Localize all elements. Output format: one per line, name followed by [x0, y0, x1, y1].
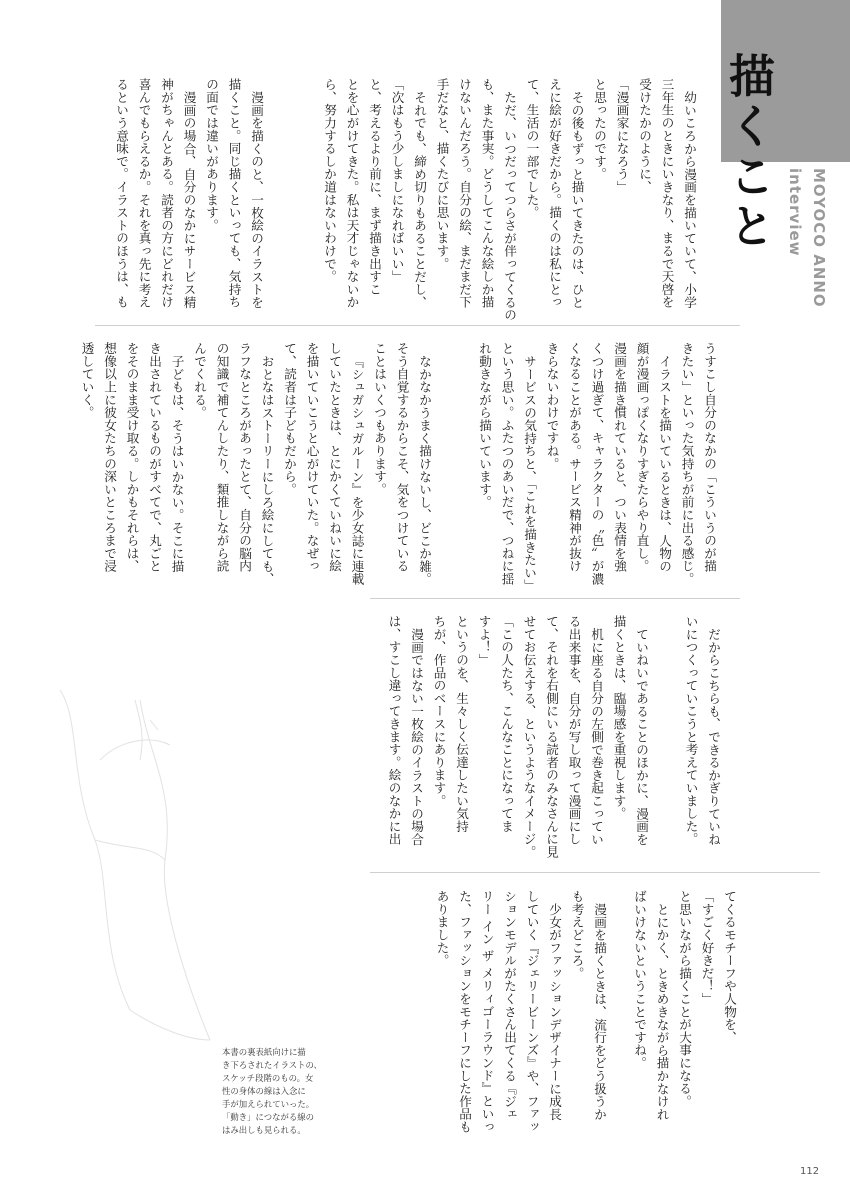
paragraph-line: とにかく、ときめきながら描かなけれ [654, 902, 670, 1121]
paragraph-line: ただ、いつだってつらさが伴ってくるの [502, 90, 517, 321]
paragraph-line: も考えどころ。 [569, 890, 585, 980]
paragraph-line: 『シュガシュガルーン』を少女誌に連載 [349, 354, 365, 585]
paragraph-line: 手だなと、描くたびに思います。 [434, 78, 450, 270]
text-block-intro [316, 78, 700, 321]
paragraph-line: んでくれる。 [192, 342, 207, 419]
paragraph-line: そう自覚するからこそ、気をつけている [394, 342, 410, 573]
paragraph-line: ばいけないということですね。 [632, 890, 647, 1070]
paragraph-line: 漫画を描くのと、一枚絵のイラストを [249, 90, 264, 309]
caption-line: 性の身体の線は入念に [222, 1086, 306, 1096]
paragraph-line: の面では違いがあります。 [204, 78, 219, 232]
paragraph-line: 喜んでもらえるか。それを真っ先に考え [136, 78, 152, 309]
text-block-readers [79, 342, 435, 590]
interview-subtitle: MOYOCO ANNO interview [786, 168, 828, 308]
paragraph-line: 漫画の場合、自分のなかにサービス精 [181, 90, 197, 309]
paragraph-line: きらないわけですね。 [544, 342, 560, 470]
paragraph-line: て、それを右側にいる読者のみなさんに見 [544, 615, 559, 859]
text-block-illustration [95, 78, 267, 318]
paragraph-line: せてお伝えする、というようなイメージ。 [521, 615, 537, 859]
paragraph-line: をそのまま受け取る。しかもそれらは、 [124, 342, 140, 573]
paragraph-line: それでも、締め切りもあることだし、 [412, 90, 427, 309]
paragraph-line: していく『ジェリービーンズ』や、ファッ [524, 890, 540, 1134]
paragraph-line: き出されているものがすべてで、丸ごと [147, 342, 162, 573]
paragraph-line: その後もずっと描いてきたのは、ひと [569, 90, 585, 309]
paragraph-line: 幼いころから漫画を描いていて、小学 [682, 90, 697, 309]
paragraph-line: ら、努力するしか道はないわけで。 [322, 78, 337, 283]
paragraph-line: 透していく。 [79, 342, 95, 419]
paragraph-line: てくるモチーフや人物を、 [722, 890, 737, 1044]
paragraph-line: 「この人たち、こんなことになってま [499, 615, 514, 833]
page-title: 描くこと [722, 52, 776, 252]
caption-line: スケッチ段階のもの。女 [222, 1073, 314, 1083]
paragraph-line: けないんだろう。自分の絵、まだまだ下 [457, 78, 472, 309]
text-block-careful [678, 615, 724, 865]
paragraph-line: 少女がファッションデザイナーに成長 [547, 902, 562, 1121]
paragraph-line: る出来事を、自分が写し取って漫画にし [566, 615, 582, 846]
paragraph-line: 描くこと。同じ描くといっても、気持ち [226, 78, 242, 309]
paragraph-line: と思いながら描くことが大事になる。 [677, 890, 692, 1108]
caption-line: 「動き」につながる線の [222, 1112, 314, 1122]
paragraph-line: という思い。ふたつのあいだで、つねに揺 [499, 342, 515, 586]
sketch-caption [222, 1046, 352, 1137]
paragraph-line: 「次はもう少しましになればいい」 [389, 78, 405, 283]
paragraph-line: 三年生のときにいきなり、まるで天啓を [659, 78, 675, 309]
paragraph-line: ションモデルがたくさん出てくる『ジェ [502, 890, 517, 1121]
text-block-trend [410, 890, 610, 1140]
paragraph-line: 神がちゃんとある。読者の方にどれだけ [159, 78, 174, 309]
paragraph-line: していたときは、とにかくていねいに絵 [327, 342, 342, 573]
paragraph-line: ありました。 [434, 890, 450, 967]
paragraph-line: 受けたかのように、 [637, 78, 652, 194]
paragraph-line: というのを、生々しく伝達したい気持 [454, 615, 469, 833]
page-number: 112 [800, 1166, 820, 1177]
paragraph-line: 漫画を描き慣れていると、つい表情を強 [612, 342, 627, 573]
paragraph-line: イラストを描いているときは、人物の [657, 354, 672, 573]
paragraph-line: すよ！」 [476, 615, 492, 667]
paragraph-line: えに絵が好きだから。描くのは私にとっ [547, 78, 562, 309]
paragraph-line: くつけ過ぎて、キャラクターの〝色〟が濃 [589, 342, 605, 586]
caption-line: き下ろされたイラストの、 [222, 1060, 322, 1070]
caption-line: 本書の裏表紙向けに描 [222, 1047, 306, 1057]
paragraph-line: 漫画を描くときは、流行をどう扱うか [592, 902, 607, 1121]
paragraph-line: 漫画ではない一枚絵のイラストの場合 [409, 627, 424, 846]
text-block-service [452, 342, 720, 590]
caption-line: はみ出しも見られる。 [222, 1125, 306, 1135]
paragraph-line: おとなはストーリーにしろ絵にしても、 [259, 354, 275, 585]
paragraph-line: て、読者は子どもだから。 [282, 342, 297, 496]
paragraph-line: は、すこし違ってきます。絵のなかに出 [386, 615, 402, 846]
paragraph-line: とを心がけてきた。私は天才じゃないか [344, 78, 360, 309]
text-block-motif [632, 890, 740, 1140]
paragraph-line: ちが、作品のベースにあります。 [431, 615, 447, 807]
paragraph-line: 想像以上に彼女たちの深いところまで浸 [102, 342, 117, 573]
paragraph-line: を描いていこうと心がけていた。なぜっ [304, 342, 320, 573]
paragraph-line: うすこし自分のなかの「こういうのが描 [702, 342, 717, 573]
paragraph-line: 「すごく好きだ！」 [699, 890, 715, 1006]
paragraph-line: て、生活の一部でした。 [524, 78, 540, 219]
paragraph-line: ラフなところがあったとて、自分の脳内 [237, 342, 252, 573]
paragraph-line: と、考えるより前に、まず描き出すこ [367, 78, 382, 296]
row-divider [370, 598, 740, 599]
paragraph-line: の知識で補てんしたり、類推しながら読 [214, 342, 230, 573]
paragraph-line: 子どもは、そうはいかない。そこに描 [169, 354, 185, 573]
paragraph-line: ことはいくつもあります。 [372, 342, 387, 496]
text-block-presence [380, 615, 652, 865]
paragraph-line: と思ったのです。 [592, 78, 607, 181]
paragraph-line: 机に座る自分の左側で巻き起こってい [589, 627, 604, 846]
paragraph-line: 「漫画家になろう」 [614, 78, 630, 194]
paragraph-line: リー イン ザ メリィゴーラウンド』といっ [479, 890, 495, 1134]
row-divider [95, 325, 740, 326]
paragraph-line: 描くときは、臨場感を重視します。 [611, 615, 627, 820]
paragraph-line: いにつくっていこうと考えていました。 [683, 615, 699, 846]
paragraph-line: くなることがある。サービス精神が抜け [567, 342, 582, 573]
paragraph-line: 顔が漫画っぽくなりすぎたらやり直し。 [634, 342, 650, 573]
paragraph-line: サービスの気持ちと、「これを描きたい」 [522, 354, 537, 592]
paragraph-line: きたい」といった気持ちが前に出る感じ。 [679, 342, 695, 586]
paragraph-line: た、ファッションをモチーフにした作品も [457, 890, 472, 1134]
caption-line: 手が加えられていった。 [222, 1099, 315, 1109]
paragraph-line: れ動きながら描いています。 [477, 342, 492, 509]
paragraph-line: も、また事実。どうしてこんな絵しか描 [479, 78, 495, 309]
paragraph-line: ていねいであることのほかに、漫画を [634, 627, 649, 846]
paragraph-line: なかなかうまく描けないし、どこか雑。 [417, 354, 432, 585]
row-divider [370, 872, 820, 873]
paragraph-line: だからこちらも、できるかぎりていね [706, 627, 721, 846]
paragraph-line: るという意味で。イラストのほうは、も [114, 78, 129, 309]
